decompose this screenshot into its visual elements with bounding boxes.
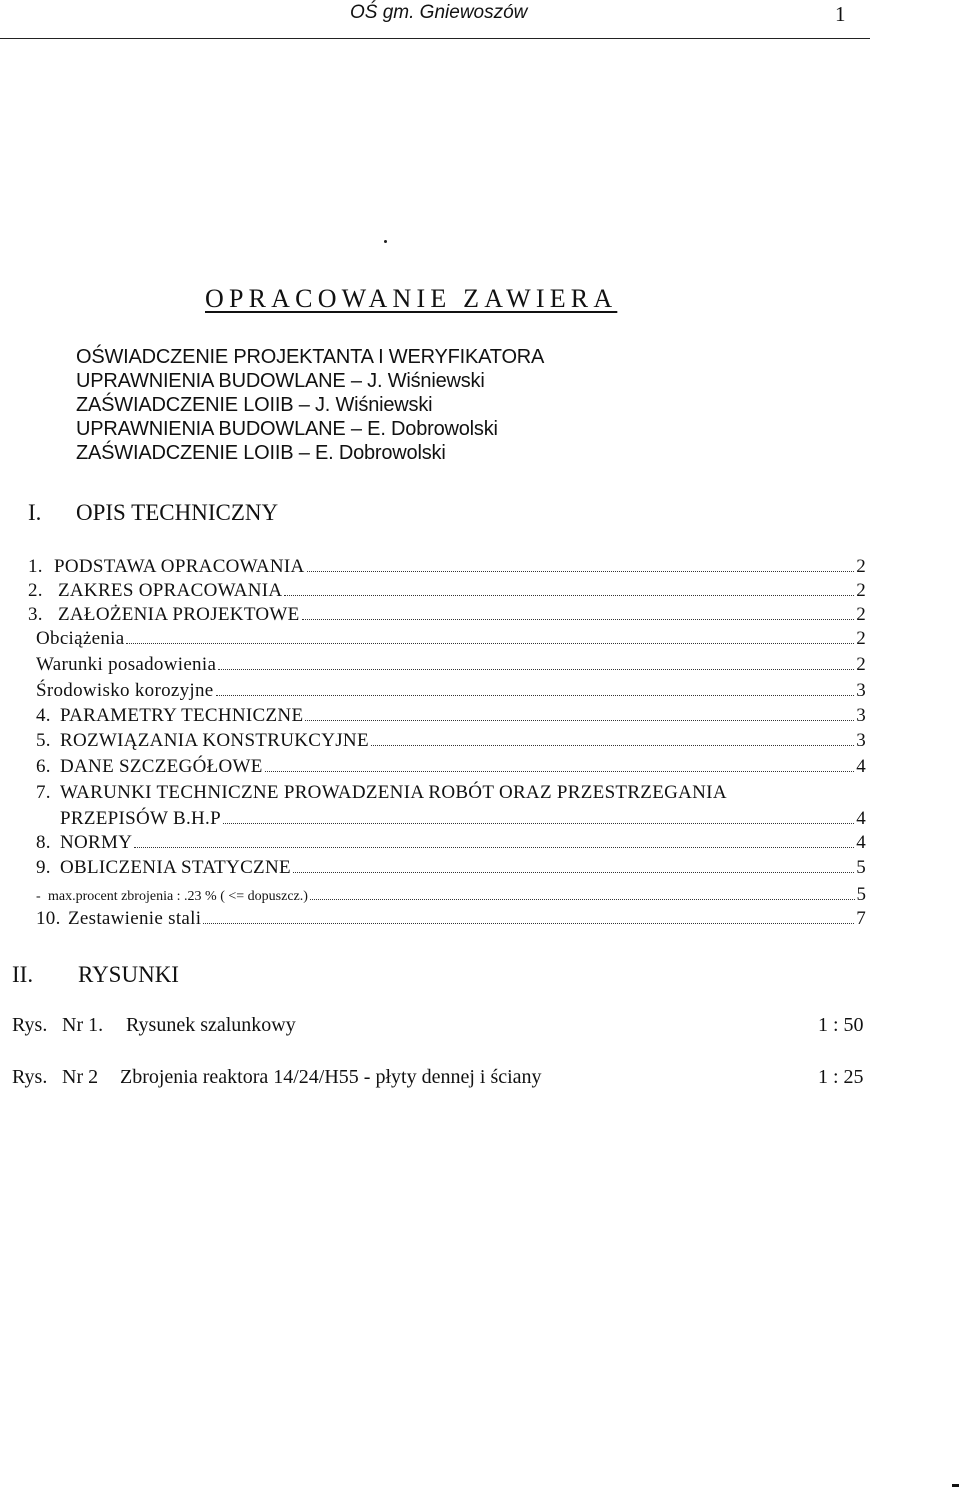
section-two-title: RYSUNKI	[78, 962, 179, 987]
statement-item: UPRAWNIENIA BUDOWLANE – J. Wiśniewski	[76, 370, 485, 392]
toc-entry-label: OBLICZENIA STATYCZNE	[60, 857, 291, 878]
header-title: OŚ gm. Gniewoszów	[350, 2, 528, 23]
statement-item: ZAŚWIADCZENIE LOIIB – J. Wiśniewski	[76, 394, 433, 416]
toc-entry-page: 4	[856, 832, 866, 853]
toc-entry-label: WARUNKI TECHNICZNE PROWADZENIA ROBÓT ORAZ PRZESTRZEGANIA	[60, 782, 727, 803]
toc-entry	[36, 782, 866, 804]
drawing-title: Rysunek szalunkowy	[126, 1014, 296, 1036]
toc-leader	[302, 619, 855, 620]
toc-entry	[36, 756, 866, 778]
toc-entry-number: -	[36, 889, 41, 904]
toc-entry-label: PARAMETRY TECHNICZNE	[60, 705, 304, 726]
toc-entry-page: 2	[856, 580, 866, 601]
toc-entry-number: 9.	[36, 857, 51, 878]
toc-entry-page: 7	[856, 908, 866, 929]
toc-entry	[36, 628, 866, 650]
toc-entry-label: ROZWIĄZANIA KONSTRUKCYJNE	[60, 730, 369, 751]
toc-entry-label: PODSTAWA OPRACOWANIA	[54, 556, 305, 577]
toc-entry-page: 3	[856, 705, 866, 726]
toc-leader	[307, 571, 855, 572]
toc-leader	[310, 899, 855, 900]
toc-leader	[134, 847, 854, 848]
toc-entry-page: 3	[856, 730, 866, 751]
toc-entry	[36, 654, 866, 676]
section-one-title: OPIS TECHNICZNY	[76, 500, 279, 525]
toc-entry	[36, 705, 866, 727]
toc-entry-number: 1.	[28, 556, 43, 577]
page-header	[0, 2, 960, 26]
toc-entry-number: 10.	[36, 908, 61, 929]
toc-entry-label: Zestawienie stali	[68, 908, 202, 929]
toc-entry-number: 2.	[28, 580, 43, 601]
section-two-number: II.	[12, 962, 34, 987]
drawing-entry	[12, 1014, 872, 1042]
toc-leader	[126, 643, 854, 644]
header-rule	[0, 38, 870, 39]
scan-dot	[384, 240, 387, 243]
statement-item: UPRAWNIENIA BUDOWLANE – E. Dobrowolski	[76, 418, 498, 440]
drawing-scale: 1 : 50	[818, 1014, 864, 1036]
toc-entry	[36, 884, 866, 906]
toc-entry	[28, 580, 866, 602]
drawing-ref: Rys.	[12, 1066, 48, 1088]
header-page-number: 1	[835, 2, 846, 26]
scan-edge-mark	[952, 1484, 959, 1487]
toc-entry-page: 5	[856, 857, 866, 878]
toc-entry-label: DANE SZCZEGÓŁOWE	[60, 756, 263, 777]
toc-entry-page: 2	[856, 628, 866, 649]
toc-entry	[28, 604, 866, 626]
statement-item: OŚWIADCZENIE PROJEKTANTA I WERYFIKATORA	[76, 346, 545, 368]
drawing-number: Nr 1.	[62, 1014, 104, 1036]
toc-entry-page: 2	[856, 654, 866, 675]
toc-leader	[216, 695, 855, 696]
toc-entry-page: 4	[856, 808, 866, 829]
drawing-scale: 1 : 25	[818, 1066, 864, 1088]
toc-leader	[203, 923, 854, 924]
toc-entry	[36, 680, 866, 702]
toc-entry-label: max.procent zbrojenia : .23 % ( <= dopuszcz.)	[48, 889, 308, 904]
toc-entry-label: Środowisko korozyjne	[36, 680, 214, 701]
toc-entry-number: 3.	[28, 604, 43, 625]
toc-entry-number: 7.	[36, 782, 51, 803]
statements-list	[76, 345, 544, 465]
toc-entry	[60, 808, 866, 830]
toc-leader	[305, 720, 854, 721]
toc-entry-page: 5	[856, 884, 866, 905]
drawing-ref: Rys.	[12, 1014, 48, 1036]
toc-entry-label: ZAŁOŻENIA PROJEKTOWE	[58, 604, 300, 625]
toc-entry-page: 4	[856, 756, 866, 777]
toc-leader	[284, 595, 854, 596]
main-title: OPRACOWANIE ZAWIERA	[205, 284, 618, 313]
toc-entry-label: NORMY	[60, 832, 133, 853]
toc-leader	[371, 745, 854, 746]
toc-leader	[223, 823, 854, 824]
toc-entry	[28, 556, 866, 578]
toc-entry-label: ZAKRES OPRACOWANIA	[58, 580, 283, 601]
toc-entry	[36, 857, 866, 879]
section-one-number: I.	[28, 500, 42, 525]
toc-entry-page: 2	[856, 604, 866, 625]
toc-leader	[265, 771, 855, 772]
statement-item: ZAŚWIADCZENIE LOIIB – E. Dobrowolski	[76, 442, 446, 464]
drawing-title: Zbrojenia reaktora 14/24/H55 - płyty dennej i ściany	[120, 1066, 542, 1088]
drawing-entry	[12, 1066, 872, 1094]
drawing-number: Nr 2	[62, 1066, 99, 1088]
toc-entry-number: 4.	[36, 705, 51, 726]
toc-entry	[36, 730, 866, 752]
toc-entry-page: 2	[856, 556, 866, 577]
toc-entry-page: 3	[856, 680, 866, 701]
toc-entry-number: 5.	[36, 730, 51, 751]
toc-leader	[218, 669, 854, 670]
toc-entry-continuation: PRZEPISÓW B.H.P	[60, 808, 221, 829]
toc-entry	[36, 908, 866, 930]
toc-entry-number: 8.	[36, 832, 51, 853]
toc-leader	[293, 872, 854, 873]
toc-entry-label: Obciążenia	[36, 628, 125, 649]
toc-entry	[36, 832, 866, 854]
toc-entry-label: Warunki posadowienia	[36, 654, 217, 675]
toc-entry-number: 6.	[36, 756, 51, 777]
